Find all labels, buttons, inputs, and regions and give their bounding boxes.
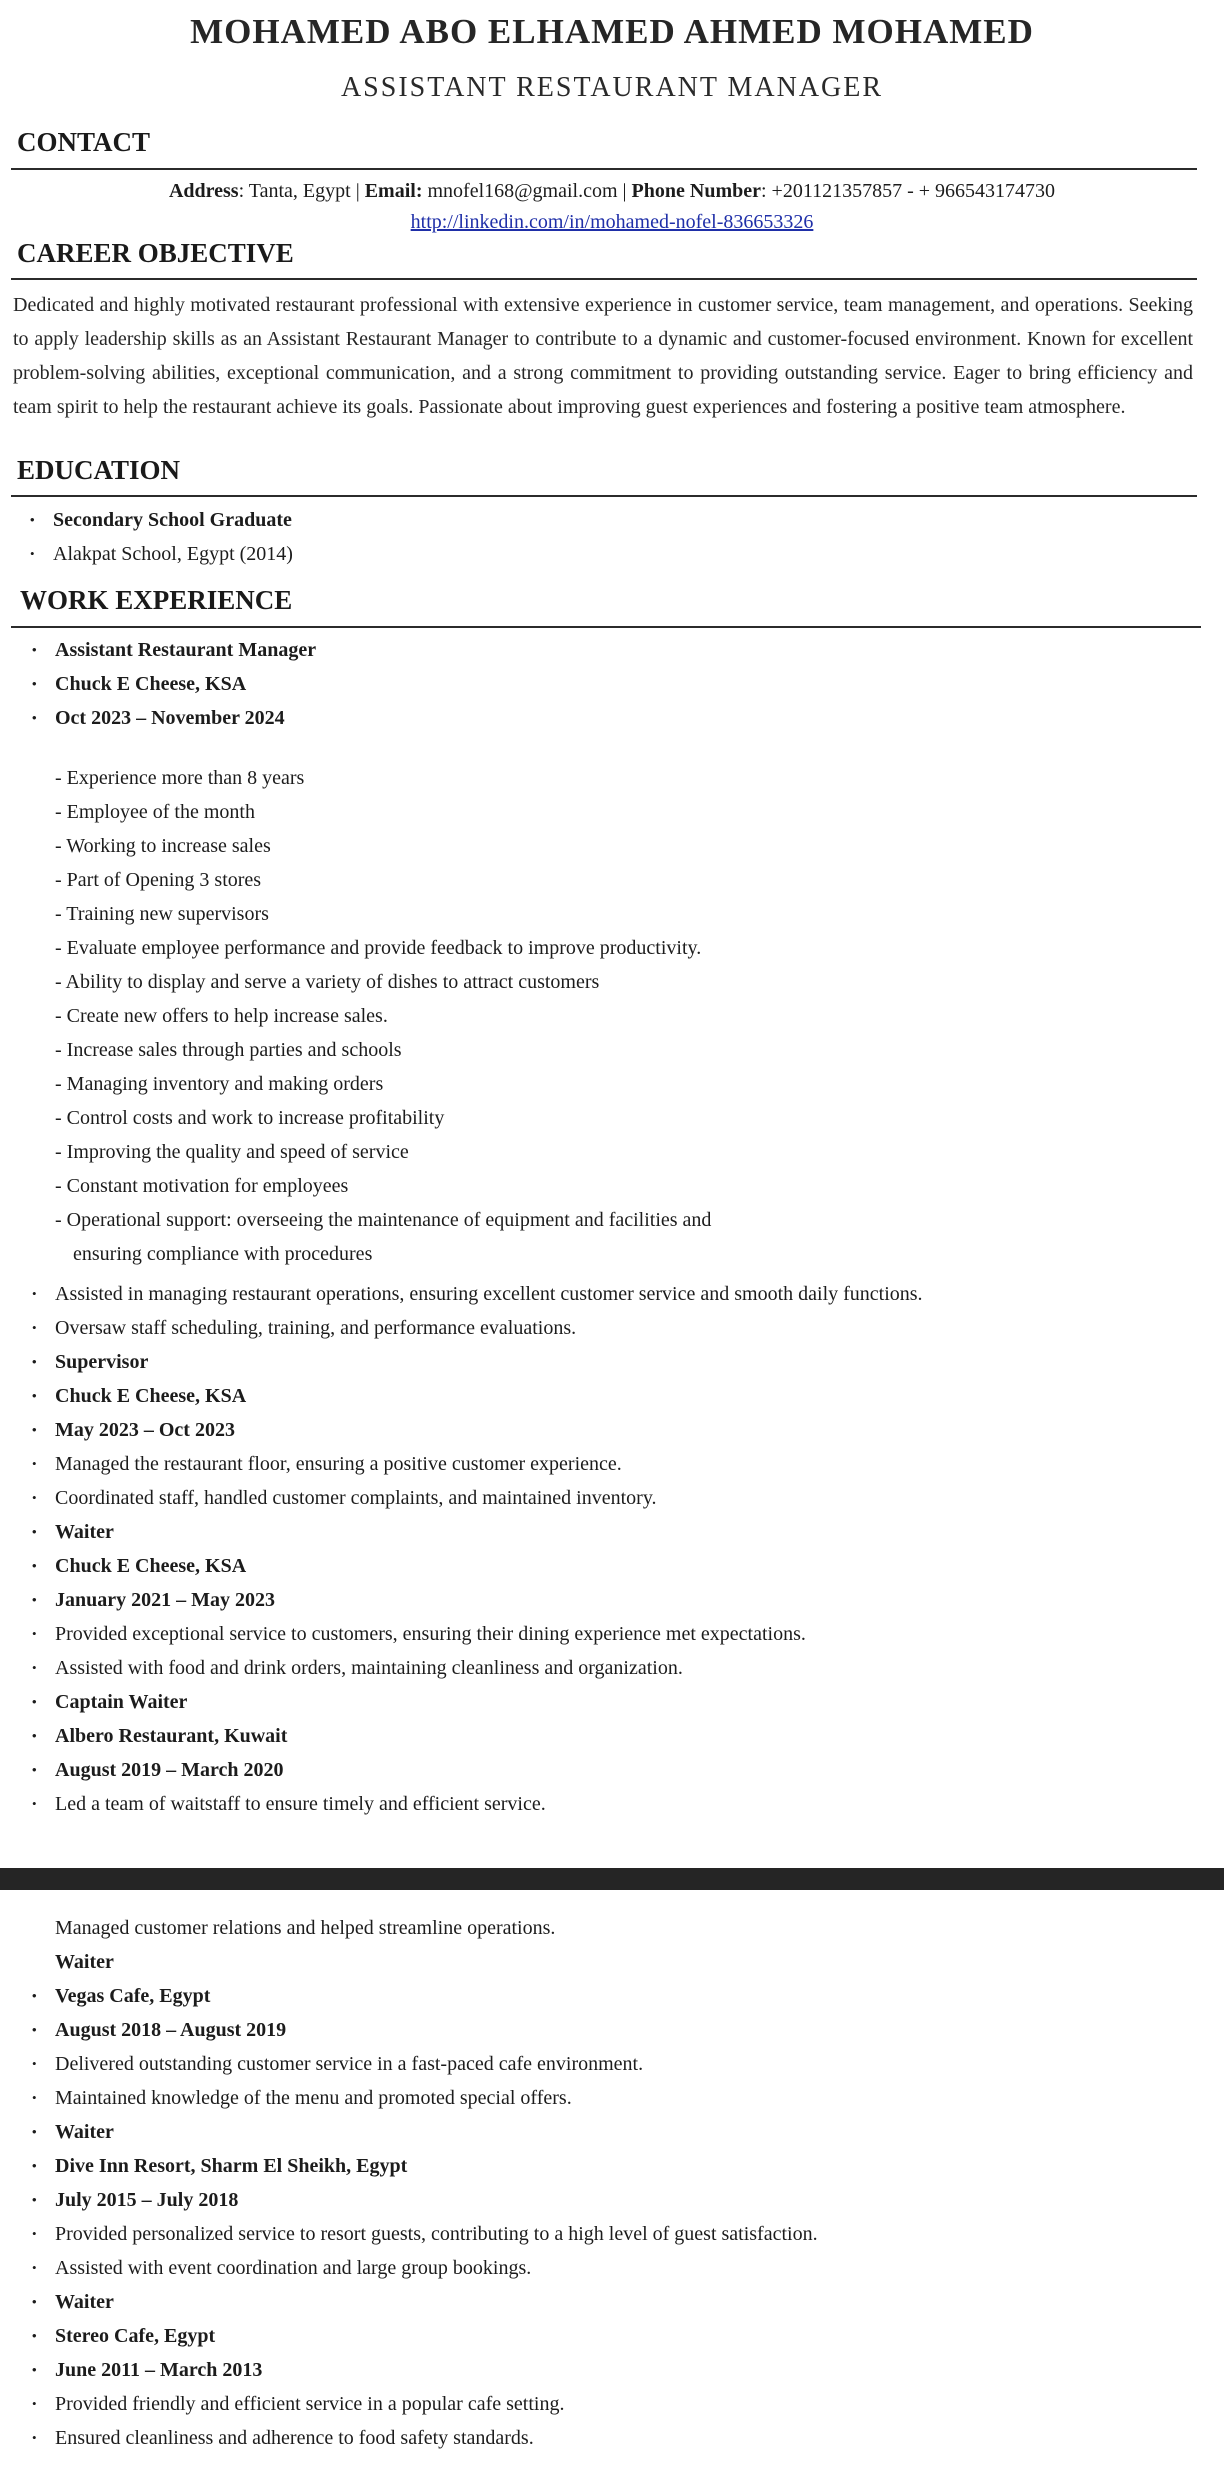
duty-item: • Delivered outstanding customer service in a fast-paced cafe environment. <box>29 2047 818 2081</box>
job-employer: • Stereo Cafe, Egypt <box>29 2319 818 2353</box>
phone-label: Phone Number <box>631 180 761 202</box>
address-value: : Tanta, Egypt | <box>238 180 365 202</box>
objective-text: Dedicated and highly motivated restaurant professional with extensive experience in customer service, team management, and operations. Seeking to apply leadership skills as an Assistant Restaurant Manager to contribute to a dynamic and customer-focused environment. Known for excellent problem-solving abilities, exceptional communication, and a strong commitment to providing outstanding service. Eager to bring efficiency and team spirit to help the restaurant achieve its goals. Passionate about improving guest experiences and fostering a positive team atmosphere. <box>13 294 1193 418</box>
duty-item: • Led a team of waitstaff to ensure timely and efficient service. <box>29 1787 923 1821</box>
job-title: • Supervisor <box>29 1345 923 1379</box>
highlights-list <box>55 761 711 1271</box>
highlight-item: - Training new supervisors <box>55 903 269 925</box>
education-heading: EDUCATION <box>17 455 181 485</box>
job-dates: • June 2011 – March 2013 <box>29 2353 818 2387</box>
duty-item: • Oversaw staff scheduling, training, and performance evaluations. <box>29 1311 923 1345</box>
candidate-title: ASSISTANT RESTAURANT MANAGER <box>340 72 884 103</box>
job-employer: • Chuck E Cheese, KSA <box>29 1379 923 1413</box>
job-title: Waiter <box>55 1951 114 1973</box>
education-list <box>27 503 293 571</box>
job-employer: • Dive Inn Resort, Sharm El Sheikh, Egypt <box>29 2149 818 2183</box>
duty-item: • Ensured cleanliness and adherence to food safety standards. <box>29 2421 818 2455</box>
job-dates: • May 2023 – Oct 2023 <box>29 1413 923 1447</box>
email-label: Email: <box>364 180 423 202</box>
highlight-item: - Ability to display and serve a variety of dishes to attract customers <box>55 971 600 993</box>
job-title: • Captain Waiter <box>29 1685 923 1719</box>
phone-value: : +201121357857 - + 966543174730 <box>761 180 1056 202</box>
education-divider <box>11 495 1197 497</box>
email-value: mnofel168@gmail.com | <box>422 180 632 202</box>
highlight-item-continuation: ensuring compliance with procedures <box>73 1243 373 1265</box>
highlight-item: - Working to increase sales <box>55 835 271 857</box>
job-title: • Waiter <box>29 1515 923 1549</box>
contact-divider <box>11 168 1197 170</box>
highlight-item: - Experience more than 8 years <box>55 767 305 789</box>
highlight-item: - Operational support: overseeing the maintenance of equipment and facilities and <box>55 1209 712 1231</box>
job-title: • Waiter <box>29 2115 818 2149</box>
linkedin-link[interactable]: http://linkedin.com/in/mohamed-nofel-836653326 <box>410 211 814 233</box>
education-degree: • Secondary School Graduate <box>27 503 293 537</box>
job-dates: • Oct 2023 – November 2024 <box>29 701 316 735</box>
highlight-item: - Increase sales through parties and schools <box>55 1039 402 1061</box>
job-employer: • Chuck E Cheese, KSA <box>29 1549 923 1583</box>
job-dates: • January 2021 – May 2023 <box>29 1583 923 1617</box>
objective-heading: CAREER OBJECTIVE <box>17 238 294 268</box>
highlight-item: - Part of Opening 3 stores <box>55 869 262 891</box>
highlight-item: - Constant motivation for employees <box>55 1175 349 1197</box>
experience-divider <box>11 626 1201 628</box>
duty-item: • Assisted with food and drink orders, maintaining cleanliness and organization. <box>29 1651 923 1685</box>
highlight-item: - Managing inventory and making orders <box>55 1073 384 1095</box>
highlight-item: - Control costs and work to increase profitability <box>55 1107 445 1129</box>
job-dates: • August 2018 – August 2019 <box>29 2013 818 2047</box>
job-dates: • July 2015 – July 2018 <box>29 2183 818 2217</box>
duty-item: • Assisted with event coordination and large group bookings. <box>29 2251 818 2285</box>
duty-item: • Maintained knowledge of the menu and promoted special offers. <box>29 2081 818 2115</box>
duty-item: • Provided personalized service to resort guests, contributing to a high level of guest satisfaction. <box>29 2217 818 2251</box>
job-employer: • Chuck E Cheese, KSA <box>29 667 316 701</box>
duty-item: • Provided exceptional service to customers, ensuring their dining experience met expectations. <box>29 1617 923 1651</box>
candidate-name: MOHAMED ABO ELHAMED AHMED MOHAMED <box>190 12 1034 51</box>
highlight-item: - Employee of the month <box>55 801 255 823</box>
job-title: • Waiter <box>29 2285 818 2319</box>
address-label: Address <box>168 180 239 202</box>
highlight-item: - Evaluate employee performance and provide feedback to improve productivity. <box>55 937 702 959</box>
page-break-divider <box>0 1868 1224 1890</box>
job-dates: • August 2019 – March 2020 <box>29 1753 923 1787</box>
experience-heading: WORK EXPERIENCE <box>20 585 293 615</box>
duty-item: • Provided friendly and efficient service in a popular cafe setting. <box>29 2387 818 2421</box>
job-employer: • Vegas Cafe, Egypt <box>29 1979 818 2013</box>
duty-item: • Assisted in managing restaurant operations, ensuring excellent customer service and smooth daily functions. <box>29 1277 923 1311</box>
continued-duty: Managed customer relations and helped streamline operations. <box>55 1917 556 1939</box>
objective-divider <box>11 278 1197 280</box>
job-title: • Assistant Restaurant Manager <box>29 633 316 667</box>
job-employer: • Albero Restaurant, Kuwait <box>29 1719 923 1753</box>
education-school: • Alakpat School, Egypt (2014) <box>27 537 293 571</box>
duty-item: • Managed the restaurant floor, ensuring a positive customer experience. <box>29 1447 923 1481</box>
experience-bullets-page1 <box>29 1277 923 1821</box>
contact-details <box>0 180 1224 203</box>
duty-item: • Coordinated staff, handled customer complaints, and maintained inventory. <box>29 1481 923 1515</box>
experience-bullets-page2 <box>29 1979 818 2455</box>
highlight-item: - Create new offers to help increase sales. <box>55 1005 388 1027</box>
first-job-list <box>29 633 316 735</box>
contact-heading: CONTACT <box>17 127 151 157</box>
highlight-item: - Improving the quality and speed of service <box>55 1141 409 1163</box>
